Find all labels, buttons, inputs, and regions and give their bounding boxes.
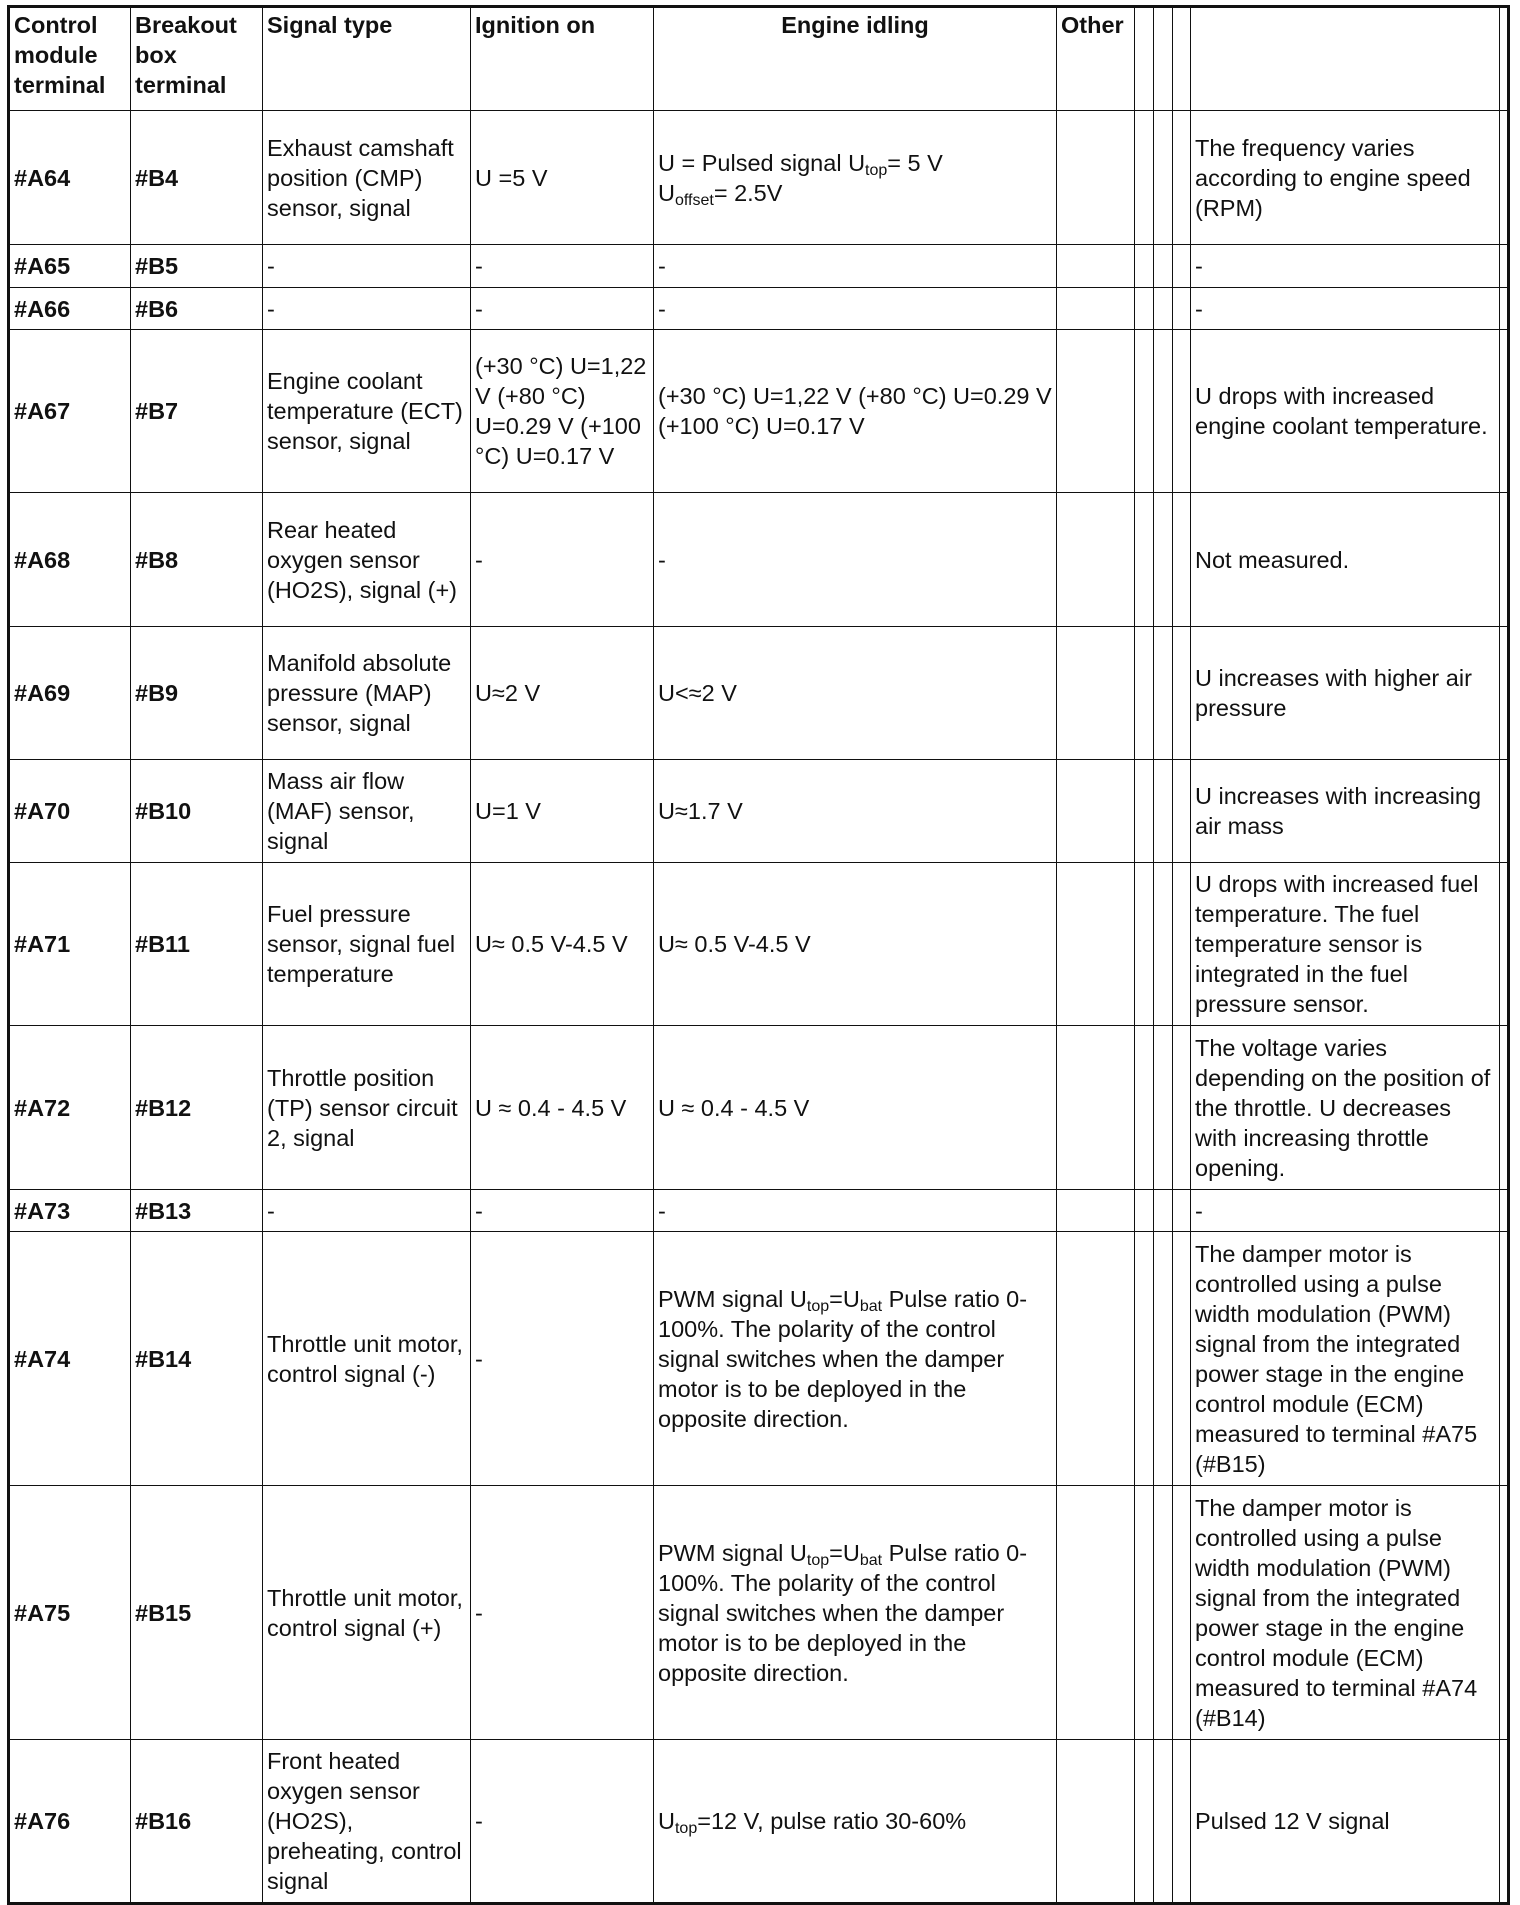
signal-type: Rear heated oxygen sensor (HO2S), signal (+) (263, 493, 471, 627)
header-blank-note (1191, 7, 1500, 111)
cm-terminal: #A75 (9, 1486, 131, 1740)
note: Pulsed 12 V signal (1191, 1740, 1500, 1904)
header-ignition-on: Ignition on (471, 7, 654, 111)
other-value (1057, 1232, 1135, 1486)
signal-type: Throttle unit motor, control signal (+) (263, 1486, 471, 1740)
header-other: Other (1057, 7, 1135, 111)
header-blank-3 (1173, 7, 1191, 111)
terminal-measurement-table (7, 5, 1510, 1905)
other-value (1057, 760, 1135, 863)
engine-idling-value: - (654, 245, 1057, 288)
signal-type: - (263, 1190, 471, 1232)
bb-terminal: #B15 (131, 1486, 263, 1740)
table-row (9, 330, 1509, 493)
other-value (1057, 1190, 1135, 1232)
other-value (1057, 1740, 1135, 1904)
engine-idling-value: U≈1.7 V (654, 760, 1057, 863)
signal-type: - (263, 288, 471, 330)
header-breakout-box-terminal: Breakout box terminal (131, 7, 263, 111)
table-row (9, 111, 1509, 245)
other-value (1057, 627, 1135, 760)
note: - (1191, 1190, 1500, 1232)
signal-type: Fuel pressure sensor, signal fuel temperature (263, 863, 471, 1026)
cm-terminal: #A73 (9, 1190, 131, 1232)
ignition-on-value: - (471, 493, 654, 627)
signal-type: Throttle position (TP) sensor circuit 2, signal (263, 1026, 471, 1190)
note: The frequency varies according to engine speed (RPM) (1191, 111, 1500, 245)
note: Not measured. (1191, 493, 1500, 627)
ignition-on-value: U≈2 V (471, 627, 654, 760)
engine-idling-value: - (654, 1190, 1057, 1232)
table-row (9, 1740, 1509, 1904)
bb-terminal: #B14 (131, 1232, 263, 1486)
table-row (9, 1026, 1509, 1190)
header-control-module-terminal: Control module terminal (9, 7, 131, 111)
ignition-on-value: - (471, 1190, 654, 1232)
note: - (1191, 288, 1500, 330)
engine-idling-value: U≈ 0.5 V-4.5 V (654, 863, 1057, 1026)
table-row (9, 863, 1509, 1026)
cm-terminal: #A64 (9, 111, 131, 245)
other-value (1057, 863, 1135, 1026)
cm-terminal: #A70 (9, 760, 131, 863)
note: The voltage varies depending on the position of the throttle. U decreases with increasing throttle opening. (1191, 1026, 1500, 1190)
engine-idling-value: PWM signal $U_{top}=U_{bat}$ Pulse ratio 0-100%. The polarity of the control signal switches when the damper motor is to be deployed in the opposite direction. (654, 1232, 1057, 1486)
signal-type: - (263, 245, 471, 288)
ignition-on-value: U =5 V (471, 111, 654, 245)
note: U drops with increased engine coolant temperature. (1191, 330, 1500, 493)
bb-terminal: #B7 (131, 330, 263, 493)
cm-terminal: #A65 (9, 245, 131, 288)
table-row (9, 627, 1509, 760)
other-value (1057, 1026, 1135, 1190)
bb-terminal: #B13 (131, 1190, 263, 1232)
other-value (1057, 1486, 1135, 1740)
other-value (1057, 330, 1135, 493)
engine-idling-value: - (654, 493, 1057, 627)
signal-type: Mass air flow (MAF) sensor, signal (263, 760, 471, 863)
table-row (9, 1190, 1509, 1232)
note: The damper motor is controlled using a pulse width modulation (PWM) signal from the integrated power stage in the engine control module (ECM) measured to terminal #A74 (#B14) (1191, 1486, 1500, 1740)
bb-terminal: #B16 (131, 1740, 263, 1904)
note: - (1191, 245, 1500, 288)
cm-terminal: #A74 (9, 1232, 131, 1486)
bb-terminal: #B12 (131, 1026, 263, 1190)
other-value (1057, 111, 1135, 245)
cm-terminal: #A72 (9, 1026, 131, 1190)
table-row (9, 760, 1509, 863)
bb-terminal: #B6 (131, 288, 263, 330)
ignition-on-value: - (471, 1232, 654, 1486)
header-signal-type: Signal type (263, 7, 471, 111)
ignition-on-value: U ≈ 0.4 - 4.5 V (471, 1026, 654, 1190)
bb-terminal: #B10 (131, 760, 263, 863)
engine-idling-value: U = Pulsed signal $U_{top}= 5$ V $U_{offset}= 2.5V$ (654, 111, 1057, 245)
header-engine-idling: Engine idling (654, 7, 1057, 111)
table-row (9, 1232, 1509, 1486)
signal-type: Engine coolant temperature (ECT) sensor, signal (263, 330, 471, 493)
signal-type: Front heated oxygen sensor (HO2S), preheating, control signal (263, 1740, 471, 1904)
bb-terminal: #B11 (131, 863, 263, 1026)
note: The damper motor is controlled using a pulse width modulation (PWM) signal from the integrated power stage in the engine control module (ECM) measured to terminal #A75 (#B15) (1191, 1232, 1500, 1486)
cm-terminal: #A76 (9, 1740, 131, 1904)
ignition-on-value: - (471, 245, 654, 288)
header-blank-end (1500, 7, 1509, 111)
bb-terminal: #B4 (131, 111, 263, 245)
header-blank-1 (1135, 7, 1154, 111)
ignition-on-value: - (471, 1486, 654, 1740)
engine-idling-value: U ≈ 0.4 - 4.5 V (654, 1026, 1057, 1190)
ignition-on-value: U=1 V (471, 760, 654, 863)
table-row (9, 288, 1509, 330)
note: U increases with increasing air mass (1191, 760, 1500, 863)
note: U drops with increased fuel temperature. The fuel temperature sensor is integrated in the fuel pressure sensor. (1191, 863, 1500, 1026)
note: U increases with higher air pressure (1191, 627, 1500, 760)
table-row (9, 245, 1509, 288)
bb-terminal: #B9 (131, 627, 263, 760)
cm-terminal: #A68 (9, 493, 131, 627)
engine-idling-value: PWM signal $U_{top}=U_{bat}$ Pulse ratio 0-100%. The polarity of the control signal switches when the damper motor is to be deployed in the opposite direction. (654, 1486, 1057, 1740)
table-row (9, 493, 1509, 627)
header-blank-2 (1154, 7, 1173, 111)
other-value (1057, 288, 1135, 330)
other-value (1057, 493, 1135, 627)
bb-terminal: #B8 (131, 493, 263, 627)
cm-terminal: #A71 (9, 863, 131, 1026)
engine-idling-value: U<≈2 V (654, 627, 1057, 760)
header-row (9, 7, 1509, 111)
signal-type: Throttle unit motor, control signal (-) (263, 1232, 471, 1486)
bb-terminal: #B5 (131, 245, 263, 288)
cm-terminal: #A66 (9, 288, 131, 330)
engine-idling-value: $U_{top}=12$ V, pulse ratio 30-60% (654, 1740, 1057, 1904)
ignition-on-value: - (471, 1740, 654, 1904)
signal-type: Manifold absolute pressure (MAP) sensor, signal (263, 627, 471, 760)
signal-type: Exhaust camshaft position (CMP) sensor, signal (263, 111, 471, 245)
ignition-on-value: - (471, 288, 654, 330)
other-value (1057, 245, 1135, 288)
engine-idling-value: (+30 °C) U=1,22 V (+80 °C) U=0.29 V (+100 °C) U=0.17 V (654, 330, 1057, 493)
cm-terminal: #A67 (9, 330, 131, 493)
engine-idling-value: - (654, 288, 1057, 330)
table-row (9, 1486, 1509, 1740)
cm-terminal: #A69 (9, 627, 131, 760)
ignition-on-value: U≈ 0.5 V-4.5 V (471, 863, 654, 1026)
ignition-on-value: (+30 °C) U=1,22 V (+80 °C) U=0.29 V (+100 °C) U=0.17 V (471, 330, 654, 493)
